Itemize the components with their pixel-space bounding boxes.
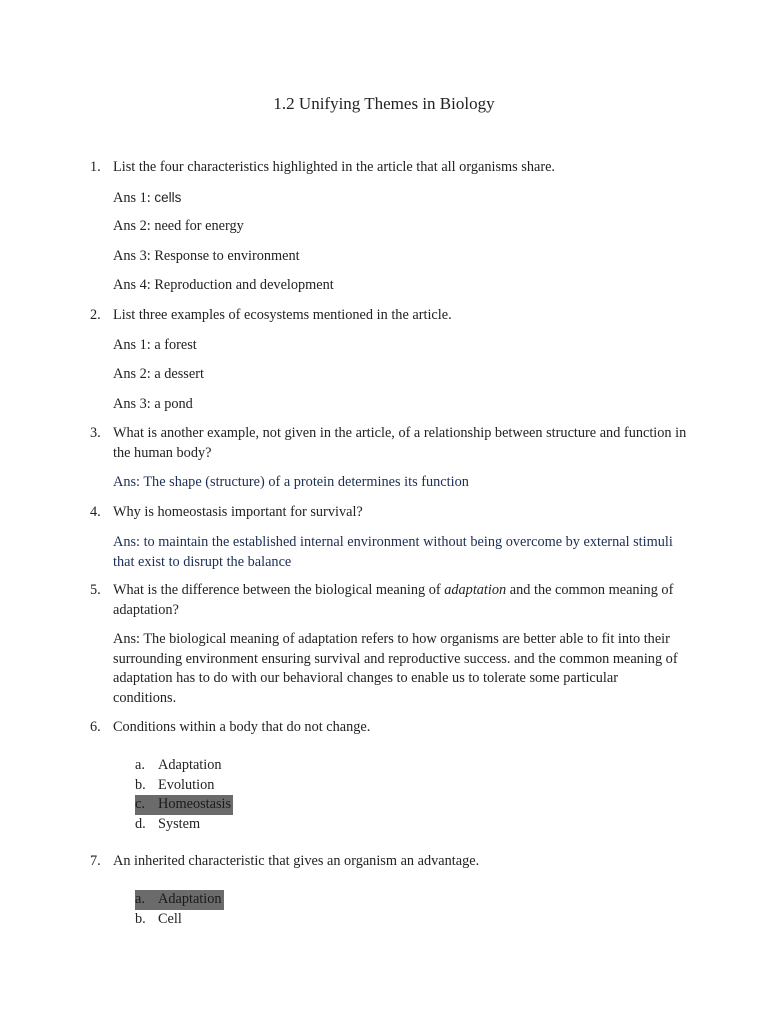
option-text: Adaptation [158, 757, 222, 773]
answer-label: Ans 2: [113, 366, 155, 382]
question-7 [90, 852, 690, 872]
question-number: 1. [90, 159, 101, 175]
answer-value: need for energy [154, 218, 244, 234]
question-number: 4. [90, 504, 101, 520]
question-number: 6. [90, 719, 101, 735]
question-text: Why is homeostasis important for survival? [113, 504, 363, 520]
question-text: An inherited characteristic that gives an organism an advantage. [113, 853, 480, 869]
option-text: Cell [158, 910, 182, 927]
answer-value: Reproduction and development [154, 277, 334, 293]
document-title: 1.2 Unifying Themes in Biology [273, 94, 495, 113]
option-letter: c. [135, 796, 145, 812]
answer-value: a dessert [154, 366, 204, 382]
question-6 [90, 718, 690, 738]
question-number: 5. [90, 582, 101, 598]
question-number: 7. [90, 853, 101, 869]
option-letter: d. [135, 815, 146, 832]
q1-answer-2 [113, 217, 683, 237]
q2-answer-1 [113, 336, 683, 356]
answer-label: Ans 2: [113, 218, 155, 234]
q1-answer-4 [113, 276, 683, 296]
answer-label: Ans 1: [113, 190, 155, 206]
option-letter: b. [135, 776, 146, 793]
question-text: List three examples of ecosystems mentioned in the article. [113, 307, 452, 323]
question-number: 2. [90, 307, 101, 323]
q6-option-a [135, 756, 224, 776]
q7-option-a-highlighted [135, 890, 224, 910]
question-text: List the four characteristics highlighted in the article that all organisms share. [113, 159, 556, 175]
question-text-part: What is the difference between the biological meaning of [113, 582, 445, 598]
q5-answer: Ans: The biological meaning of adaptation refers to how organisms are better able to fit into their surrounding environment ensuring survival and reproductive success. and the common meaning of adaptation has to do with our behavioral changes to enable us to tolerate some particular conditions. [113, 631, 678, 706]
option-letter: a. [135, 891, 145, 907]
question-2 [90, 306, 690, 326]
question-3 [90, 424, 690, 463]
option-text: Adaptation [158, 891, 222, 907]
answer-label: Ans 1: [113, 337, 155, 353]
option-letter: a. [135, 757, 145, 773]
option-text: System [158, 815, 201, 832]
q6-option-d [135, 815, 202, 835]
question-text: Conditions within a body that do not change. [113, 719, 371, 735]
answer-label: Ans 4: [113, 277, 155, 293]
q1-answer-3 [113, 247, 683, 267]
answer-value: a pond [154, 396, 193, 412]
option-letter: b. [135, 910, 146, 927]
answer-value: Response to environment [154, 248, 300, 264]
option-text: Homeostasis [158, 796, 232, 812]
answer-label: Ans 3: [113, 396, 155, 412]
answer-value: cells [154, 190, 182, 205]
option-text: Evolution [158, 776, 215, 793]
q4-answer: Ans: to maintain the established internal environment without being overcome by external stimuli that exist to disrupt the balance [113, 534, 673, 570]
q3-answer: Ans: The shape (structure) of a protein determines its function [113, 474, 469, 490]
question-4 [90, 503, 690, 523]
question-number: 3. [90, 425, 101, 441]
question-text [113, 581, 690, 620]
q7-option-b [135, 910, 184, 930]
question-5 [90, 581, 690, 620]
question-text: What is another example, not given in the article, of a relationship between structure and function in the human body? [113, 425, 687, 461]
q2-answer-2 [113, 365, 683, 385]
question-text-part: and the common meaning of adaptation? [113, 582, 674, 618]
question-1 [90, 158, 690, 178]
answer-label: Ans 3: [113, 248, 155, 264]
q1-answer-1 [113, 188, 683, 209]
q6-option-b [135, 776, 216, 796]
q6-option-c-highlighted [135, 795, 233, 815]
q2-answer-3 [113, 395, 683, 415]
question-text-italic: adaptation [444, 582, 507, 598]
answer-value: a forest [154, 337, 197, 353]
